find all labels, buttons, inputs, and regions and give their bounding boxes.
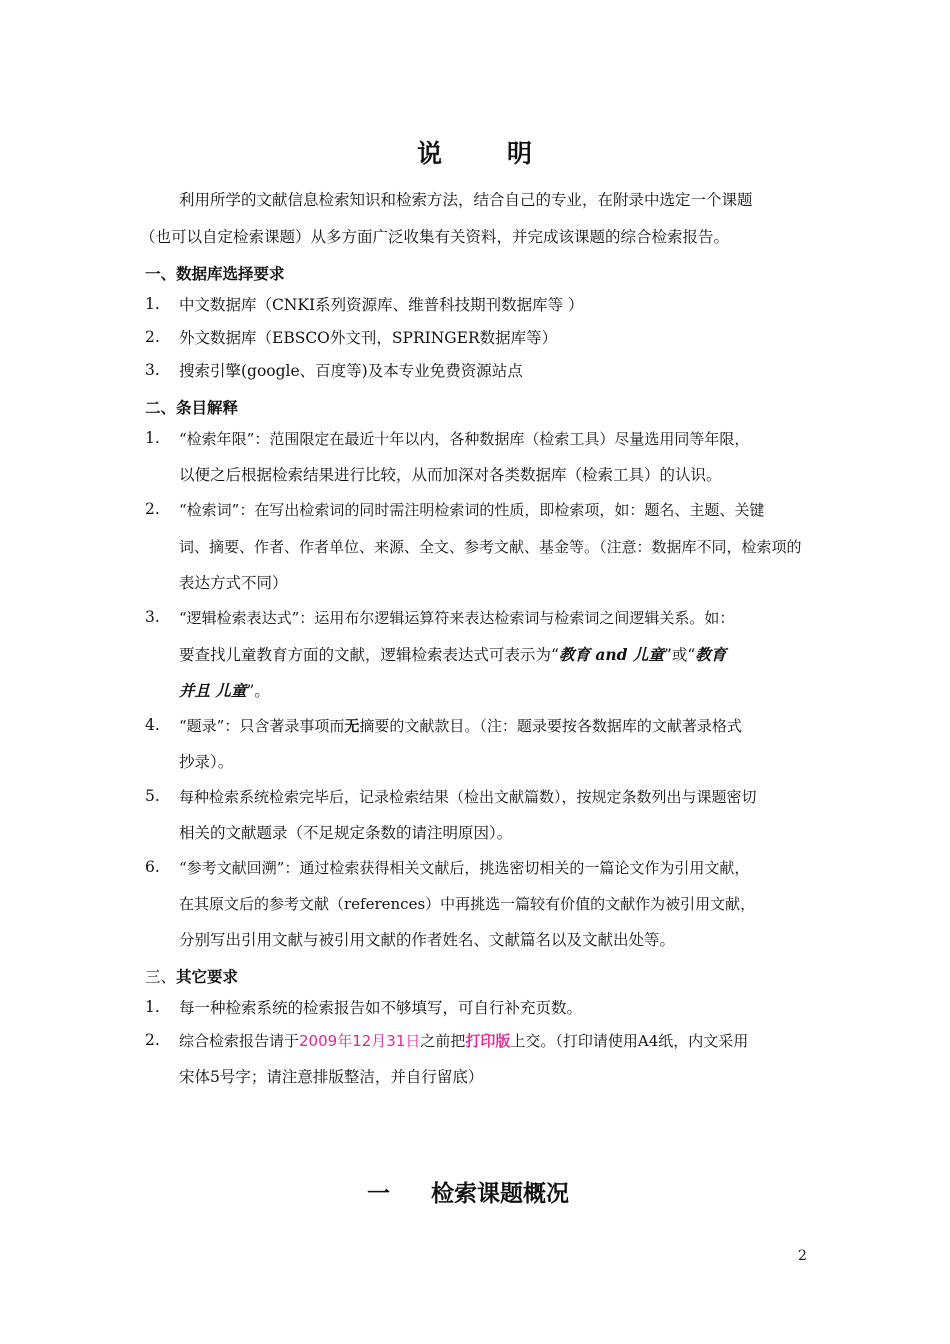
s3-item-2-text-e: 上交。（打印请使用A4纸，内文采用 <box>510 1032 749 1050</box>
page-title-char-1: 说 <box>417 139 443 168</box>
s3-item-2-line-2: 宋体5号字；请注意排版整洁，并自行留底） <box>179 1068 484 1086</box>
s3-item-2-text-c: 之前把 <box>420 1032 466 1050</box>
s1-item-3-num: 3. <box>145 361 160 379</box>
s2-item-3-line-2 <box>179 645 726 665</box>
s2-item-2-line-1: “检索词”：在写出检索词的同时需注明检索词的性质，即检索项，如：题名、主题、关键 <box>179 501 765 519</box>
s3-item-2-text-a: 综合检索报告请于 <box>179 1032 300 1050</box>
s2-item-4-num: 4. <box>145 716 160 734</box>
s3-item-1-num: 1. <box>145 998 160 1016</box>
intro-line-1: 利用所学的文献信息检索知识和检索方法，结合自己的专业，在附录中选定一个课题 <box>179 191 753 209</box>
s2-item-2-num: 2. <box>145 500 160 518</box>
print-version-emphasis: 打印版 <box>465 1032 511 1050</box>
section-3-heading-num: 三、 <box>145 968 177 986</box>
s2-item-6-num: 6. <box>145 858 160 876</box>
s2-item-3-line-2-text: 要查找儿童教育方面的文献，逻辑检索表达式可表示为“ <box>179 646 559 664</box>
s1-item-3-text: 搜索引擎(google、百度等)及本专业免费资源站点 <box>179 362 523 380</box>
deadline-date: 2009年12月31日 <box>299 1032 421 1050</box>
s2-item-1-line-2: 以便之后根据检索结果进行比较，从而加深对各类数据库（检索工具）的认识。 <box>179 466 722 484</box>
s2-item-5-line-1: 每种检索系统检索完毕后，记录检索结果（检出文献篇数），按规定条数列出与课题密切 <box>179 788 757 806</box>
s3-item-2-num: 2. <box>145 1031 160 1049</box>
s1-item-1-num: 1. <box>145 295 160 313</box>
s2-item-3-example-2b: 并且 儿童 <box>179 681 247 700</box>
s2-item-3-num: 3. <box>145 608 160 626</box>
s2-item-3-example-2a: 教育 <box>695 645 727 664</box>
s1-item-2-num: 2. <box>145 328 160 346</box>
page-title-char-2: 明 <box>507 139 533 168</box>
section-3-heading-text: 其它要求 <box>176 968 239 986</box>
section-1-heading: 一、数据库选择要求 <box>145 265 285 283</box>
s2-item-4-emphasis: 无 <box>344 717 360 735</box>
next-section-title: 检索课题概况 <box>431 1181 569 1207</box>
next-section-number: 一 <box>367 1181 390 1207</box>
s2-item-6-line-1: “参考文献回溯”：通过检索获得相关文献后，挑选密切相关的一篇论文作为引用文献， <box>179 859 750 877</box>
s2-item-4-text-c: 摘要的文献款目。（注：题录要按各数据库的文献著录格式 <box>359 717 742 735</box>
s2-item-1-line-1: “检索年限”：范围限定在最近十年以内，各种数据库（检索工具）尽量选用同等年限， <box>179 430 750 448</box>
s2-item-3-line-3-end: ”。 <box>246 682 270 700</box>
s3-item-2-line-1 <box>179 1031 748 1051</box>
s2-item-3-line-3 <box>179 681 270 701</box>
s2-item-1-num: 1. <box>145 429 160 447</box>
s2-item-2-line-2: 词、摘要、作者、作者单位、来源、全文、参考文献、基金等。（注意：数据库不同，检索项的 <box>179 538 802 556</box>
section-2-heading: 二、条目解释 <box>145 399 239 417</box>
s3-item-1-text: 每一种检索系统的检索报告如不够填写，可自行补充页数。 <box>179 999 583 1017</box>
s1-item-1-text: 中文数据库（CNKI系列资源库、维普科技期刊数据库等 ） <box>179 296 584 314</box>
s2-item-6-line-3: 分别写出引用文献与被引用文献的作者姓名、文献篇名以及文献出处等。 <box>179 931 676 949</box>
section-3-heading <box>145 965 238 987</box>
s2-item-2-line-3: 表达方式不同） <box>179 574 288 592</box>
intro-line-2: （也可以自定检索课题）从多方面广泛收集有关资料，并完成该课题的综合检索报告。 <box>140 228 730 246</box>
s2-item-6-line-2: 在其原文后的参考文献（references）中再挑选一篇较有价值的文献作为被引用文献， <box>179 895 756 913</box>
s2-item-4-line-2: 抄录）。 <box>179 753 234 771</box>
s2-item-5-num: 5. <box>145 787 160 805</box>
s2-item-3-line-2-or: ”或“ <box>663 646 696 664</box>
page-number: 2 <box>798 1248 807 1264</box>
s2-item-3-example-1: 教育 and 儿童 <box>558 645 664 664</box>
s2-item-3-line-1: “逻辑检索表达式”：运用布尔逻辑运算符来表达检索词与检索词之间逻辑关系。如： <box>179 609 735 627</box>
s2-item-4-line-1 <box>179 716 742 736</box>
s1-item-2-text: 外文数据库（EBSCO外文刊，SPRINGER数据库等） <box>179 329 558 347</box>
s2-item-4-text-a: “题录”：只含著录事项而 <box>179 717 345 735</box>
s2-item-5-line-2: 相关的文献题录（不足规定条数的请注明原因）。 <box>179 824 513 842</box>
